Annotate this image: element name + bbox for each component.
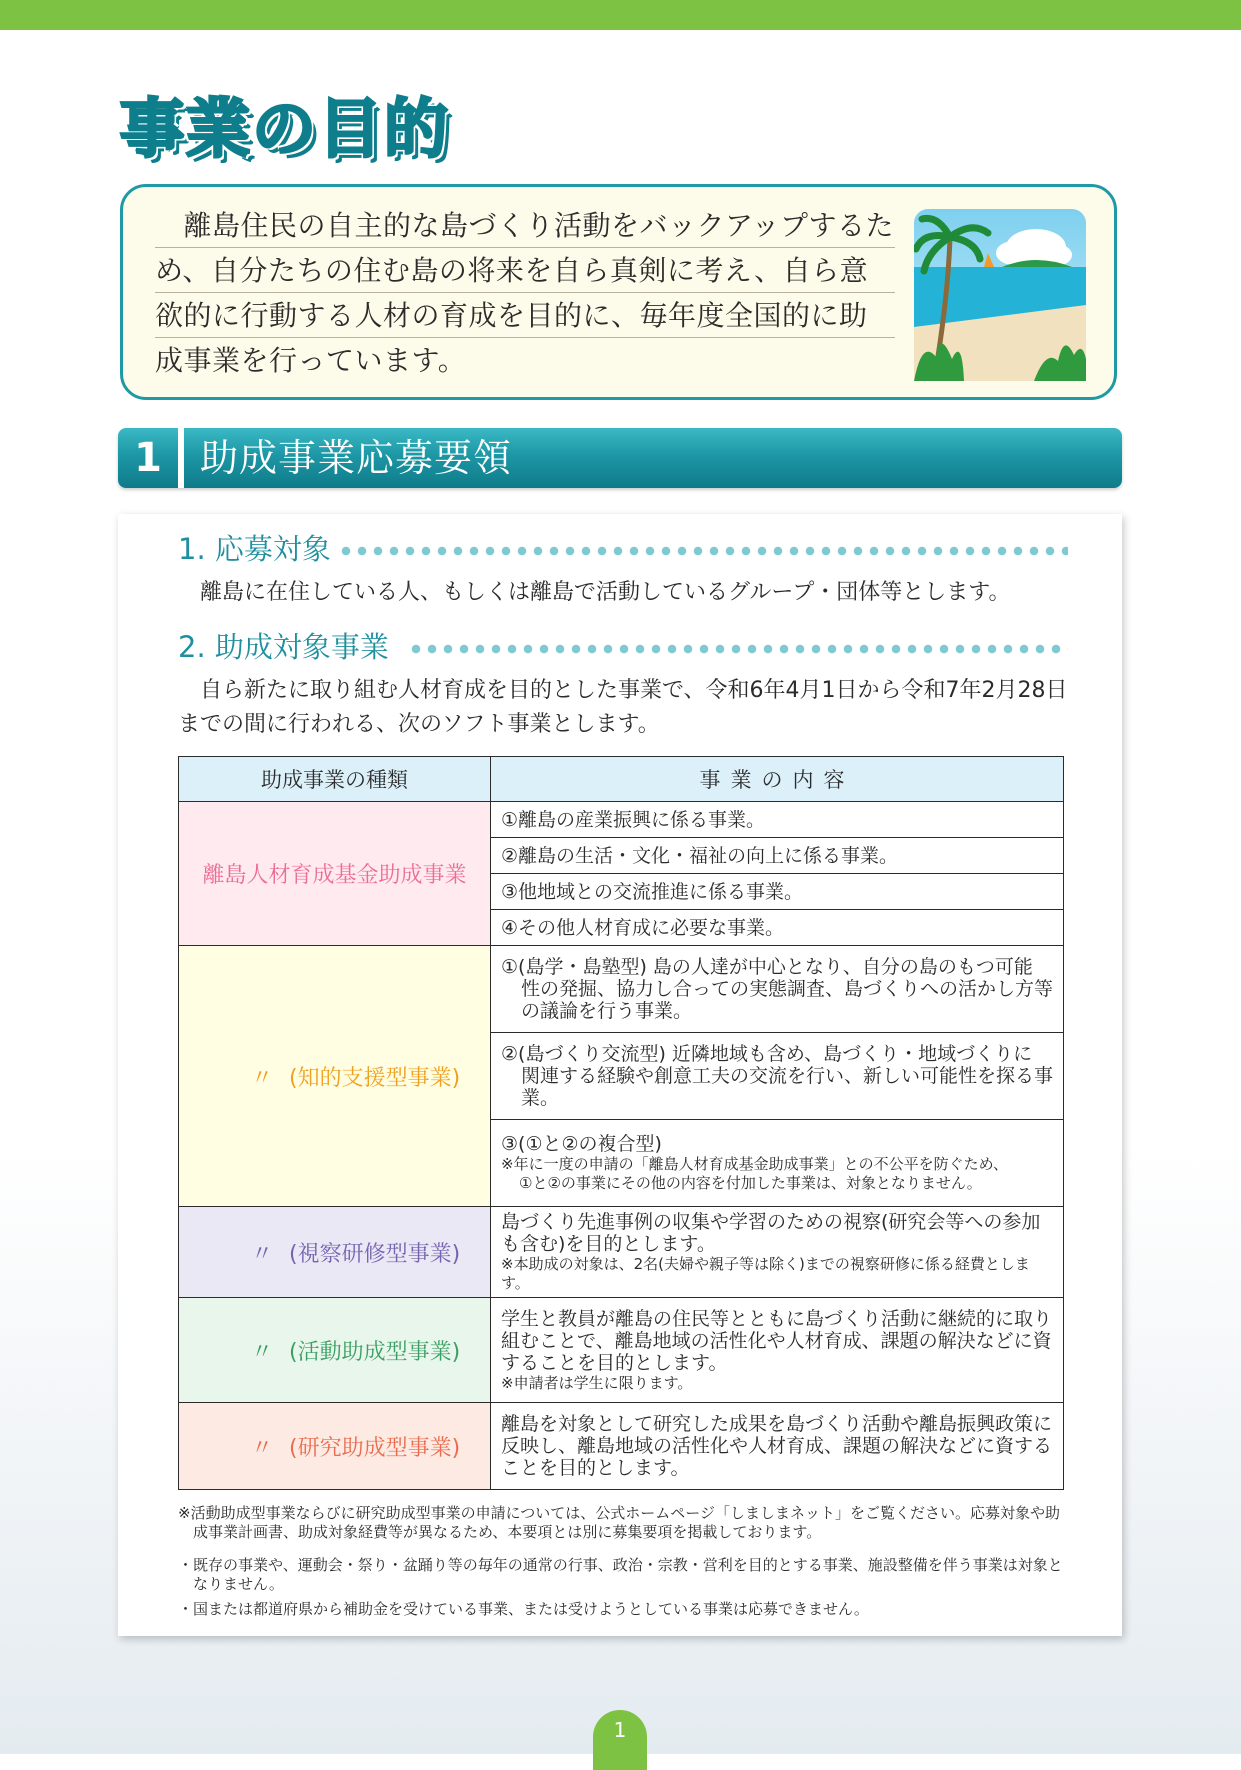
category-label: (研究助成型事業) <box>289 1435 461 1461</box>
content-note: ※年に一度の申請の「離島人材育成基金助成事業」との不公平を防ぐため、 <box>501 1155 1008 1173</box>
ditto-mark: 〃 <box>251 1065 274 1091</box>
footnote: ・既存の事業や、運動会・祭り・盆踊り等の毎年の通常の行事、政治・宗教・営利を目的とする事業、施設整備を伴う事業は対象となりません。 <box>178 1556 1063 1593</box>
ditto-mark: 〃 <box>251 1241 274 1267</box>
content-note: ※本助成の対象は、2名(夫婦や親子等は除く)までの視察研修に係る経費とします。 <box>501 1255 1030 1292</box>
dotted-rule <box>408 643 1068 655</box>
content-item <box>491 1403 1064 1490</box>
dotted-rule <box>338 545 1068 557</box>
content-note: ①と②の事業にその他の内容を付加した事業は、対象となりません。 <box>519 1174 982 1192</box>
top-color-bar <box>0 0 1241 30</box>
ditto-mark: 〃 <box>251 1435 274 1461</box>
category-label: (視察研修型事業) <box>289 1241 461 1267</box>
content-item <box>491 1120 1064 1207</box>
content-note: ※申請者は学生に限ります。 <box>501 1373 693 1392</box>
category-katsudo <box>179 1298 491 1403</box>
content-line: 関連する経験や創意工夫の交流を行い、新しい可能性を探る事業。 <box>521 1065 1054 1109</box>
footnotes <box>178 1504 1068 1625</box>
section-title: 助成事業応募要領 <box>200 436 513 480</box>
category-label: 離島人材育成基金助成事業 <box>202 863 467 888</box>
content-line: ③(①と②の複合型) <box>501 1133 662 1155</box>
content-line: 性の発掘、協力し合っての実態調査、島づくりへの活かし方等の議論を行う事業。 <box>521 978 1054 1022</box>
content-item <box>491 1033 1064 1120</box>
eligibility-heading: 1. 応募対象 <box>178 532 331 566</box>
beach-illustration-icon <box>914 209 1086 381</box>
content-panel <box>118 514 1122 1636</box>
category-jinzai <box>179 802 491 946</box>
content-item: ③他地域との交流推進に係る事業。 <box>491 874 1064 910</box>
header-type: 助成事業の種類 <box>179 757 491 802</box>
footnote: ※活動助成型事業ならびに研究助成型事業の申請については、公式ホームページ「しましまネット」をご覧ください。応募対象や助成事業計画書、助成対象経費等が異なるため、本要項とは別に募集要項を掲載しております。 <box>178 1504 1060 1541</box>
content-item <box>491 946 1064 1033</box>
page-title: 事業の目的 <box>120 93 450 167</box>
category-chiteki <box>179 946 491 1207</box>
content-item: ④その他人材育成に必要な事業。 <box>491 910 1064 946</box>
eligibility-text: 離島に在住している人、もしくは離島で活動しているグループ・団体等とします。 <box>200 580 1011 605</box>
content-item <box>491 1298 1064 1403</box>
content-line: 離島を対象として研究した成果を島づくり活動や離島振興政策に反映し、離島地域の活性化や人材育成、課題の解決などに資することを目的とします。 <box>501 1413 1053 1479</box>
category-label: (知的支援型事業) <box>289 1065 461 1091</box>
content-line: ②(島づくり交流型) 近隣地域も含め、島づくり・地域づくりに <box>501 1043 1033 1065</box>
target-text: 自ら新たに取り組む人材育成を目的とした事業で、令和6年4月1日から令和7年2月28日までの間に行われる、次のソフト事業とします。 <box>178 678 1068 737</box>
content-item: ①離島の産業振興に係る事業。 <box>491 802 1064 838</box>
ditto-mark: 〃 <box>251 1339 274 1365</box>
content-line: ①(島学・島塾型) 島の人達が中心となり、自分の島のもつ可能 <box>501 956 1033 978</box>
section-divider <box>178 428 184 488</box>
category-kenkyu <box>179 1403 491 1490</box>
content-item: ②離島の生活・文化・福祉の向上に係る事業。 <box>491 838 1064 874</box>
content-item <box>491 1207 1064 1298</box>
intro-text: 離島住民の自主的な島づくり活動をバックアップするため、自分たちの住む島の将来を自ら真剣に考え、自ら意欲的に行動する人材の育成を目的に、毎年度全国的に助成事業を行っています。 <box>155 203 895 383</box>
category-shisatsu <box>179 1207 491 1298</box>
footnote: ・国または都道府県から補助金を受けている事業、または受けようとしている事業は応募できません。 <box>178 1600 869 1618</box>
page-number: 1 <box>593 1710 647 1770</box>
grant-types-table <box>178 756 1064 1490</box>
target-heading: 2. 助成対象事業 <box>178 630 389 664</box>
section-header <box>118 428 1122 488</box>
content-line: 島づくり先進事例の収集や学習のための視察(研究会等への参加も含む)を目的とします。 <box>501 1211 1041 1255</box>
intro-box <box>120 184 1117 400</box>
header-content: 事業の内容 <box>491 757 1064 802</box>
content-line: 学生と教員が離島の住民等とともに島づくり活動に継続的に取り組むことで、離島地域の活性化や人材育成、課題の解決などに資することを目的とします。 <box>501 1307 1053 1374</box>
section-number: 1 <box>134 435 162 481</box>
category-label: (活動助成型事業) <box>289 1339 461 1365</box>
